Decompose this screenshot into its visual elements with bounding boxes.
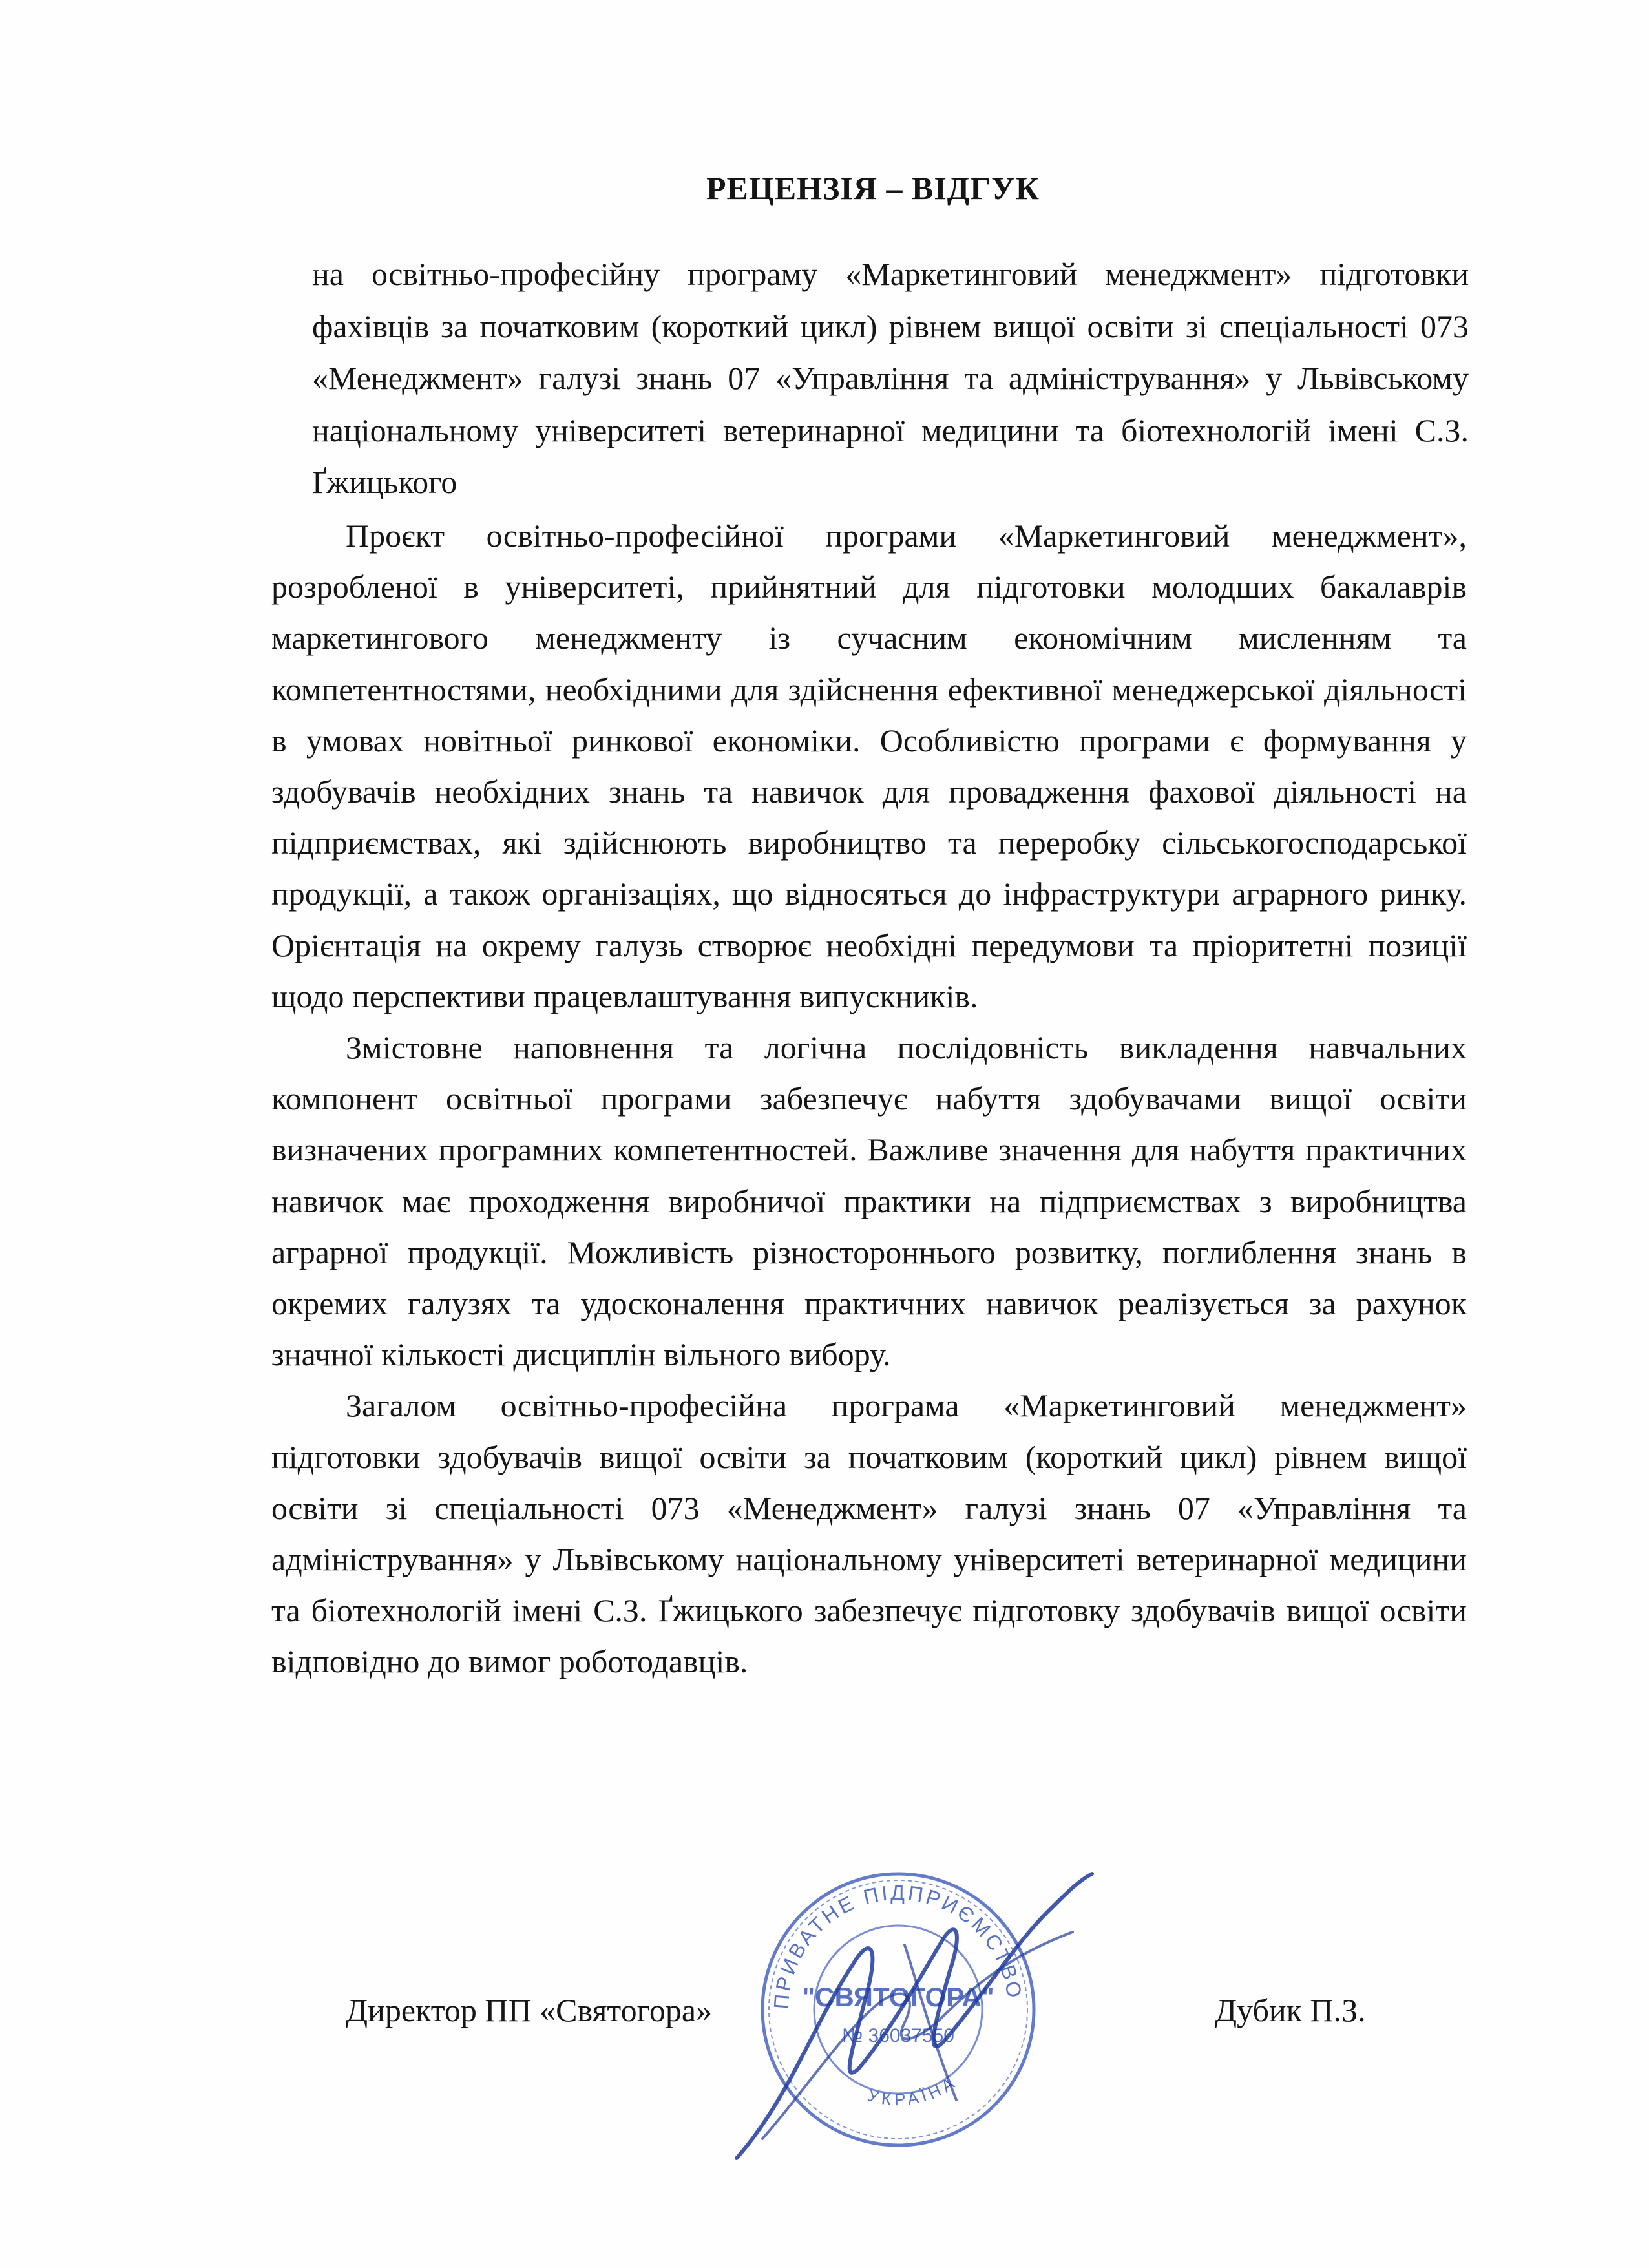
document-subtitle: на освітньо-професійну програму «Маркетинговий менеджмент» підготовки фахівців за початковим (короткий цикл) рівнем вищої освіти зі спеціальності 073 «Менеджмент» галузі знань 07 «Управління та адміністрування» у Львівському національному університеті ветеринарної медицини та біотехнологій імені С.З. Ґжицького (312, 256, 1469, 500)
paragraph-1: Проєкт освітньо-професійної програми «Маркетинговий менеджмент», розробленої в університеті, прийнятний для підготовки молодших бакалаврів маркетингового менеджменту із сучасним економічним мисленням та компетентностями, необхідними для здійснення ефективної менеджерської діяльності в умовах новітньої ринкової економіки. Особливістю програми є формування у здобувачів необхідних знань та навичок для провадження фахової діяльності на підприємствах, які здійснюють виробництво та переробку сільськогосподарської продукції, а також організаціях, що відносяться до інфраструктури аграрного ринку. Орієнтація на окрему галузь створює необхідні передумови та пріоритетні позиції щодо перспективи працевлаштування випускників. (271, 518, 1467, 1014)
paragraph-2: Змістовне наповнення та логічна послідовність викладення навчальних компонент освітньої програми забезпечує набуття здобувачами вищої освіти визначених програмних компетентностей. Важливе значення для набуття практичних навичок має проходження виробничої практики на підприємствах з виробництва аграрної продукції. Можливість різностороннього розвитку, поглиблення знань в окремих галузях та удосконалення практичних навичок реалізується за рахунок значної кількості дисциплін вільного вибору. (271, 1029, 1467, 1373)
handwritten-signature (711, 1854, 1111, 2178)
stamp-bottom-text: УКРАЇНА (865, 2071, 961, 2110)
paragraph-3: Загалом освітньо-професійна програма «Маркетинговий менеджмент» підготовки здобувачів вищої освіти за початковим (короткий цикл) рівнем вищої освіти зі спеціальності 073 «Менеджмент» галузі знань 07 «Управління та адміністрування» у Львівському національному університеті ветеринарної медицини та біотехнологій імені С.З. Ґжицького забезпечує підготовку здобувачів вищої освіти відповідно до вимог роботодавців. (271, 1387, 1467, 1680)
document-body (271, 510, 1467, 1688)
document-title: РЕЦЕНЗІЯ – ВІДГУК (706, 170, 1040, 206)
stamp-ring-text: ПРИВАТНЕ ПІДПРИЄМСТВО (769, 1880, 1027, 2010)
signatory-position: Директор ПП «Святогора» (346, 1992, 713, 2028)
signatory-name: Дубик П.З. (1215, 1992, 1366, 2028)
stamp-center-text: "СВЯТОГОРА" (802, 1982, 994, 2012)
stamp-code: № 36037550 (842, 2025, 954, 2046)
